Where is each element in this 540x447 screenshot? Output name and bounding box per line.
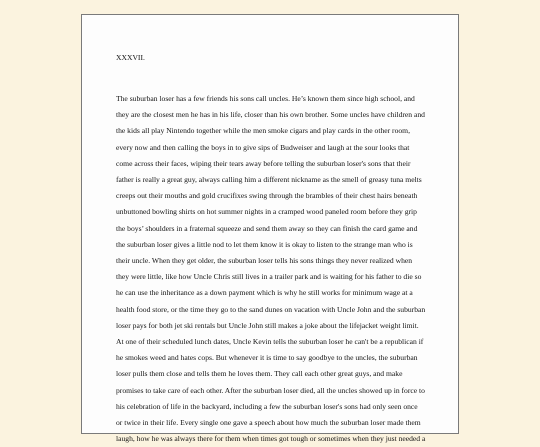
body-paragraph xyxy=(116,91,428,447)
section-heading: XXXVII. xyxy=(116,53,145,62)
text-line: their uncle. When they get older, the suburban loser tells his sons things they never realized when xyxy=(116,256,413,266)
text-line: laugh, how he was always there for them when times got tough or sometimes when they just needed a xyxy=(116,434,426,444)
text-line: he can use the inheritance as a down payment which is why he still works for minimum wage at a xyxy=(116,288,413,298)
text-line: The suburban loser has a few friends his sons call uncles. He’s known them since high school, and xyxy=(116,94,415,103)
text-line: the suburban loser gives a little nod to let them know it is okay to listen to the strange man who is xyxy=(116,239,413,249)
text-line: loser pays for both jet ski rentals but Uncle John still makes a joke about the lifejacket weight limit. xyxy=(116,320,419,330)
text-line: creeps out their mouths and gold crucifixes swing through the brambles of their chest hairs beneath xyxy=(116,191,418,201)
text-line: come across their faces, wiping their tears away before telling the suburban loser's sons that their xyxy=(116,158,411,168)
text-line: unbuttoned bowling shirts on hot summer nights in a cramped wood paneled room before they grip xyxy=(116,207,417,217)
document-page xyxy=(81,14,459,444)
text-line: promises to take care of each other. After the suburban loser died, all the uncles showed up in force to xyxy=(116,385,425,395)
text-line: health food store, or the time they go to the sand dunes on vacation with Uncle John and the suburban xyxy=(116,304,426,314)
text-line: the boys’ shoulders in a fraternal squeeze and send them away so they can finish the card game and xyxy=(116,223,418,233)
text-line: they were little, like how Uncle Chris still lives in a trailer park and is waiting for his father to die so xyxy=(116,272,422,282)
text-line: father is really a great guy, always calling him a different nickname as the smell of greasy tuna melts xyxy=(116,175,422,185)
text-line: every now and then calling the boys in to give sips of Budweiser and laugh at the sour looks that xyxy=(116,142,410,152)
text-line: loser pulls them close and tells them he loves them. They call each other great guys, and make xyxy=(116,369,403,379)
text-line: they are the closest men he has in his life, closer than his own brother. Some uncles have children and xyxy=(116,110,425,120)
text-line: At one of their scheduled lunch dates, Uncle Kevin tells the suburban loser he can't be a republican if xyxy=(116,337,424,347)
text-line: he smokes weed and hates cops. But whenever it is time to say goodbye to the uncles, the suburban xyxy=(116,353,418,363)
text-line: or twice in their life. Every single one gave a speech about how much the suburban loser made them xyxy=(116,418,421,428)
text-line: his celebration of life in the backyard, including a few the suburban loser's sons had only seen once xyxy=(116,401,418,411)
text-line: the kids all play Nintendo together while the men smoke cigars and play cards in the other room, xyxy=(116,126,410,136)
